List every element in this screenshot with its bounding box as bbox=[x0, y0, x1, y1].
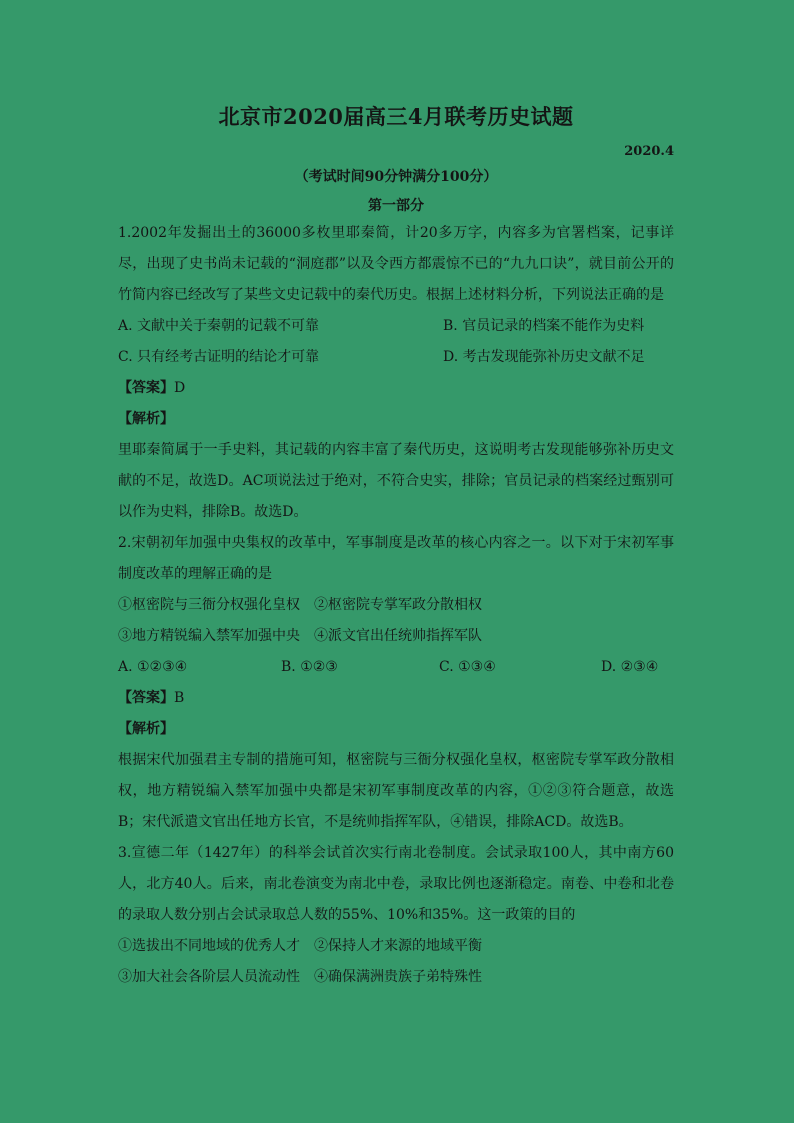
question-2-stem: 2.宋朝初年加强中央集权的改革中，军事制度是改革的核心内容之一。以下对于宋初军事制度改革的理解正确的是 bbox=[118, 535, 674, 582]
question-3-statement-2: ②保持人才来源的地域平衡 bbox=[314, 938, 482, 954]
question-3-statement-1: ①选拔出不同地域的优秀人才 bbox=[118, 938, 300, 954]
question-2-statement-3: ③地方精锐编入禁军加强中央 bbox=[118, 628, 300, 644]
answer-value: D bbox=[174, 380, 186, 396]
exam-info: （考试时间90分钟满分100分） bbox=[294, 169, 498, 185]
question-3-stem: 3.宣德二年（1427年）的科举会试首次实行南北卷制度。会试录取100人，其中南方60人，北方40人。后来，南北卷演变为南北中卷，录取比例也逐渐稳定。南卷、中卷和北卷的录取人数分别占会试录取总人数的55%、10%和35%。这一政策的目的 bbox=[118, 845, 674, 923]
question-1-analysis: 里耶秦简属于一手史料，其记载的内容丰富了秦代历史，这说明考古发现能够弥补历史文献的不足，故选D。AC项说法过于绝对，不符合史实，排除；官员记录的档案经过甄别可以作为史料，排除B。故选D。 bbox=[118, 442, 674, 520]
question-2-statement-4: ④派文官出任统帅指挥军队 bbox=[314, 628, 482, 644]
exam-page bbox=[118, 100, 674, 993]
question-1-option-b: B. 官员记录的档案不能作为史料 bbox=[443, 318, 645, 334]
question-2-analysis: 根据宋代加强君主专制的措施可知，枢密院与三衙分权强化皇权，枢密院专掌军政分散相权，地方精锐编入禁军加强中央都是宋初军事制度改革的内容，①②③符合题意，故选B；宋代派遣文官出任地方长官，不是统帅指挥军队，④错误，排除ACD。故选B。 bbox=[118, 752, 674, 830]
question-2-answer bbox=[118, 683, 674, 714]
question-2-statement-1: ①枢密院与三衙分权强化皇权 bbox=[118, 597, 300, 613]
answer-label: 【答案】 bbox=[118, 380, 174, 396]
question-2-statements-row-1 bbox=[118, 590, 674, 621]
exam-date: 2020.4 bbox=[624, 144, 674, 159]
question-1-option-d: D. 考古发现能弥补历史文献不足 bbox=[443, 349, 645, 365]
question-1-stem: 1.2002年发掘出土的36000多枚里耶秦简，计20多万字，内容多为官署档案，记事详尽，出现了史书尚未记载的“洞庭郡”以及令西方都震惊不已的“九九口诀”，就目前公开的竹简内容已经改写了某些文史记载中的秦代历史。根据上述材料分析，下列说法正确的是 bbox=[118, 225, 674, 303]
question-2-options bbox=[118, 652, 674, 683]
answer-value: B bbox=[174, 690, 185, 706]
exam-body bbox=[118, 218, 674, 993]
question-2-option-b: B. ①②③ bbox=[281, 659, 338, 675]
section-heading: 第一部分 bbox=[368, 198, 424, 214]
question-2-option-a: A. ①②③④ bbox=[118, 659, 188, 675]
question-2-analysis-label: 【解析】 bbox=[118, 721, 174, 737]
question-2-statement-2: ②枢密院专掌军政分散相权 bbox=[314, 597, 482, 613]
question-2-option-d: D. ②③④ bbox=[601, 659, 659, 675]
question-1-options-row-1 bbox=[118, 311, 674, 342]
question-3-statement-4: ④确保满洲贵族子弟特殊性 bbox=[314, 969, 482, 985]
question-1-analysis-label: 【解析】 bbox=[118, 411, 174, 427]
question-1-option-c: C. 只有经考古证明的结论才可靠 bbox=[118, 349, 320, 365]
question-3-statements-row-2 bbox=[118, 962, 674, 993]
question-1-answer bbox=[118, 373, 674, 404]
question-3-statements-row-1 bbox=[118, 931, 674, 962]
question-3-statement-3: ③加大社会各阶层人员流动性 bbox=[118, 969, 300, 985]
question-2-statements-row-2 bbox=[118, 621, 674, 652]
question-1-option-a: A. 文献中关于秦朝的记载不可靠 bbox=[118, 318, 320, 334]
question-1-options-row-2 bbox=[118, 342, 674, 373]
question-2-option-c: C. ①③④ bbox=[439, 659, 496, 675]
exam-title: 北京市2020届高三4月联考历史试题 bbox=[218, 104, 574, 129]
answer-label: 【答案】 bbox=[118, 690, 174, 706]
